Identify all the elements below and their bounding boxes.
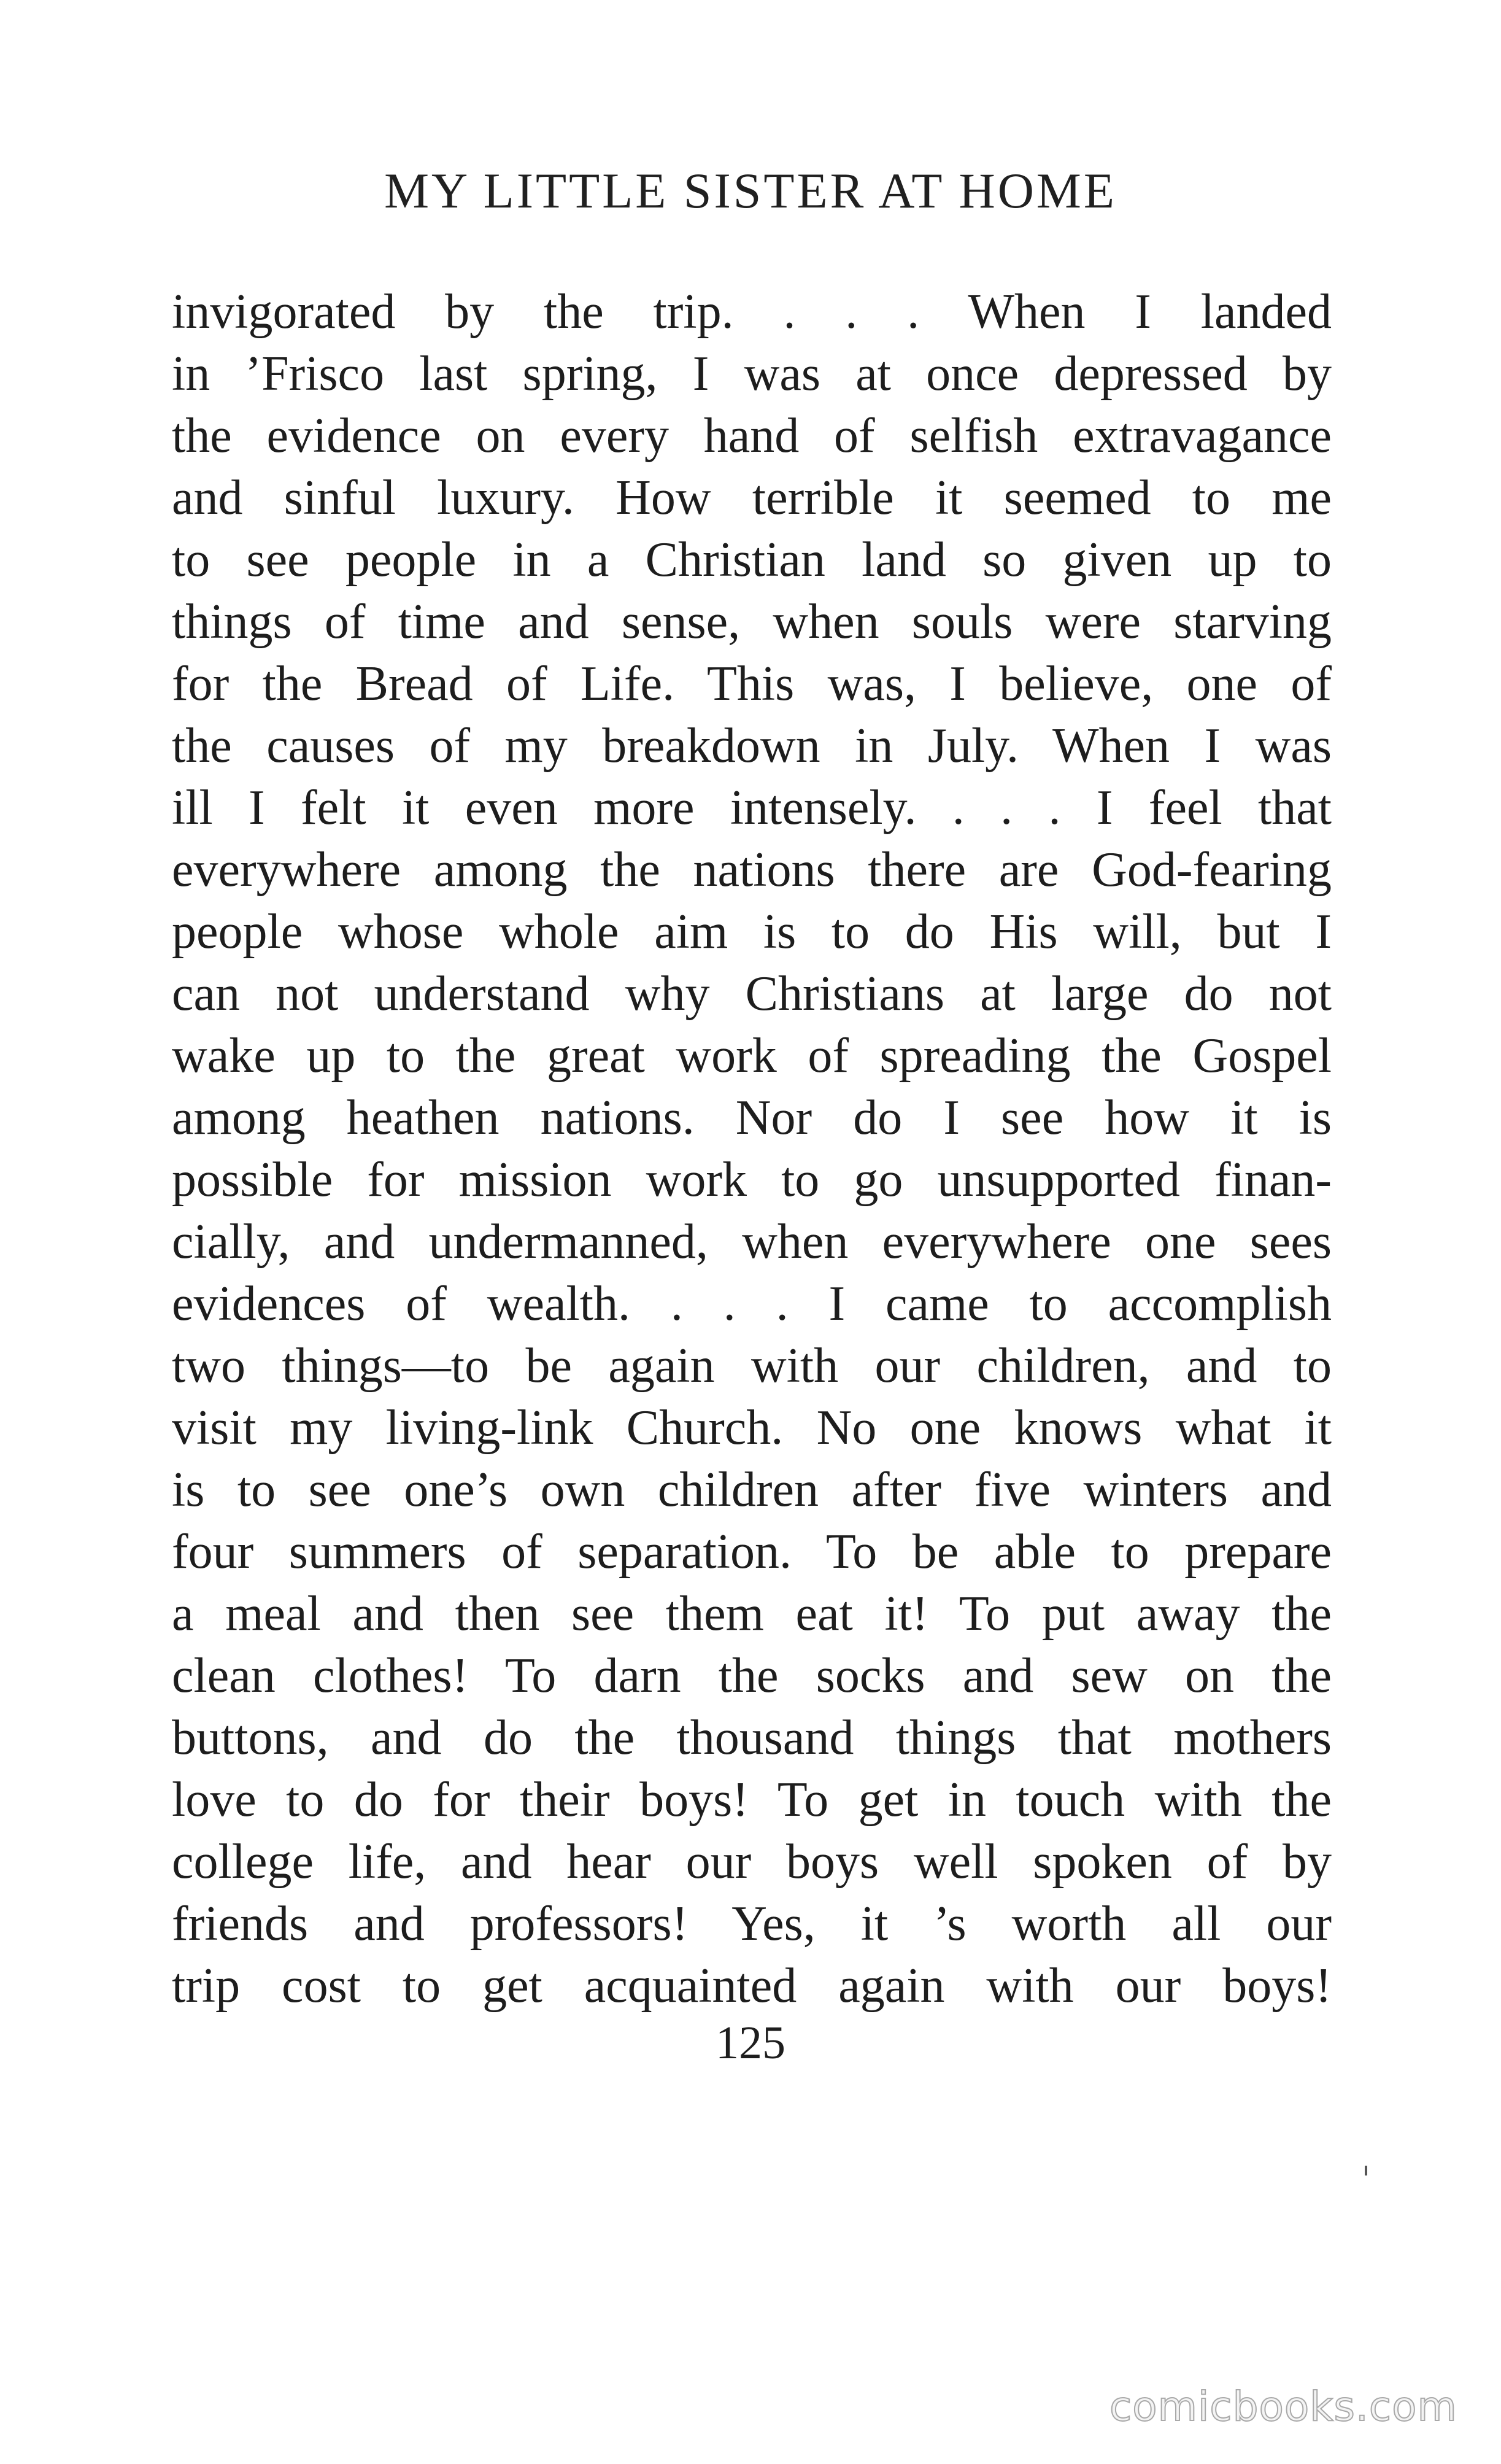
text-line: trip cost to get acquainted again with our boys! [172,1959,1332,2013]
text-line: the causes of my breakdown in July. When I was [172,719,1332,773]
text-line: ill I felt it even more intensely. . . . I feel that [172,781,1332,835]
text-line: college life, and hear our boys well spoken of by [172,1835,1332,1889]
text-line: clean clothes! To darn the socks and sew on the [172,1649,1332,1703]
text-line: things of time and sense, when souls were starving [172,595,1332,649]
text-line: love to do for their boys! To get in touch with the [172,1773,1332,1827]
text-line: invigorated by the trip. . . . When I landed [172,285,1332,339]
text-line: can not understand why Christians at large do not [172,967,1332,1021]
text-line: and sinful luxury. How terrible it seemed to me [172,471,1332,525]
text-line: wake up to the great work of spreading the Gospel [172,1029,1332,1083]
text-line: the evidence on every hand of selfish extravagance [172,409,1332,463]
text-line: a meal and then see them eat it! To put away the [172,1587,1332,1641]
text-line: possible for mission work to go unsupported finan- [172,1153,1332,1207]
text-line: is to see one’s own children after five winters and [172,1463,1332,1517]
text-line: friends and professors! Yes, it ’s worth all our [172,1897,1332,1951]
text-line: for the Bread of Life. This was, I believe, one of [172,657,1332,711]
text-line: four summers of separation. To be able to prepare [172,1525,1332,1579]
text-line: everywhere among the nations there are God-fearing [172,843,1332,897]
text-line: in ’Frisco last spring, I was at once depressed by [172,347,1332,401]
watermark: comicbooks.com [1109,2383,1457,2430]
scan-speck [1365,2166,1367,2175]
text-line: evidences of wealth. . . . I came to accomplish [172,1277,1332,1331]
text-line: to see people in a Christian land so given up to [172,533,1332,587]
body-text [172,281,1332,2017]
text-line: two things—to be again with our children, and to [172,1339,1332,1393]
page-number: 125 [716,2017,785,2069]
running-head: MY LITTLE SISTER AT HOME [384,163,1117,219]
text-line: people whose whole aim is to do His will, but I [172,905,1332,959]
text-line: among heathen nations. Nor do I see how it is [172,1091,1332,1145]
text-line: buttons, and do the thousand things that mothers [172,1711,1332,1765]
text-line: cially, and undermanned, when everywhere one sees [172,1215,1332,1269]
text-line: visit my living-link Church. No one knows what it [172,1401,1332,1455]
